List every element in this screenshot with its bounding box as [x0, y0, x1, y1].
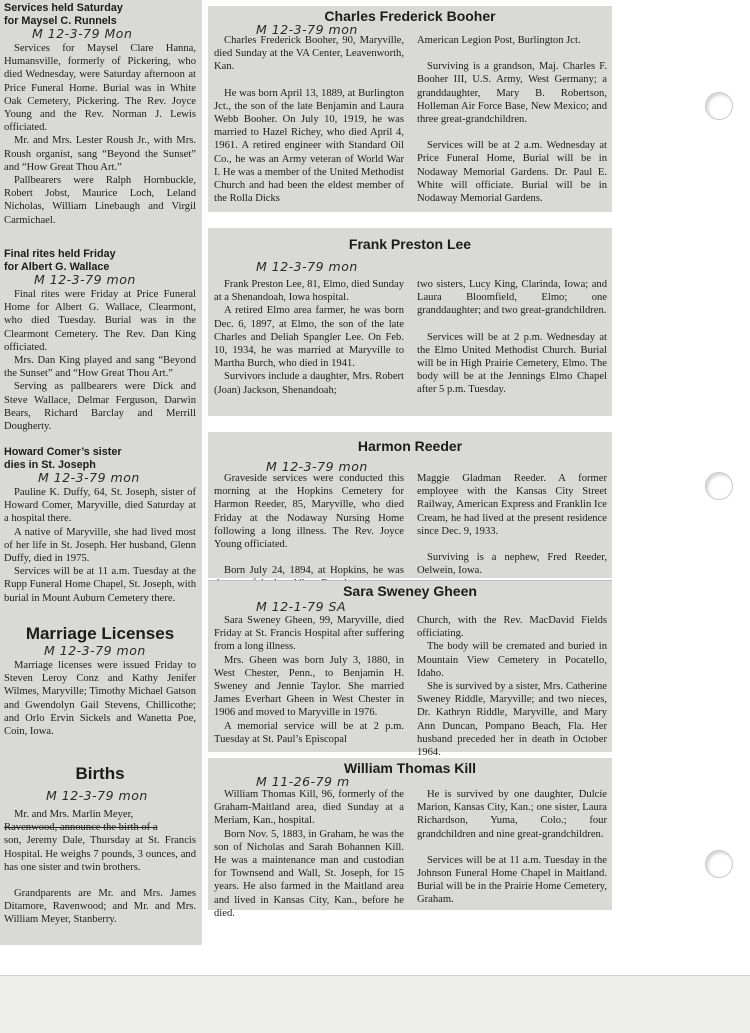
kill-headline: William Thomas Kill: [343, 760, 477, 776]
comer-headline-2: dies in St. Joseph: [4, 459, 96, 471]
gheen-col1-para-2: Mrs. Gheen was born July 3, 1880, in West Chester, Penn., to Benjamin H. Sweney and Jennie Taylor. She married James Everhart Gheen in West Chester in 1906 and moved to Maryville in 1976.: [214, 654, 404, 719]
comer-note: M 12-3-79 mon: [38, 470, 140, 485]
comer-para-3: Services will be at 11 a.m. Tuesday at the Rupp Funeral Home Chapel, St. Joseph, with burial in Mount Auburn Cemetery there.: [4, 566, 196, 604]
births-para-2: Grandparents are Mr. and Mrs. James Ditamore, Ravenwood; and Mr. and Mrs. William Meyer, Stanberry.: [4, 888, 196, 926]
lee-col2-para-1: two sisters, Lucy King, Clarinda, Iowa; and Laura Bloomfield, Elmo; one granddaughter; and two great-grandchildren.: [417, 279, 607, 317]
gheen-col2-para-2: The body will be cremated and buried in Mountain View Cemetery in Pocatello, Idaho.: [417, 641, 607, 679]
reeder-note: M 12-3-79 mon: [266, 459, 368, 474]
booher-col2-para-2: Surviving is a grandson, Maj. Charles F. Booher III, U.S. Army, West Germany; a granddaughter, Mary B. Robertson, Holleman Air Force Base, New Mexico; and three great-grandchildren.: [417, 61, 607, 126]
lee-col1-para-3: Survivors include a daughter, Mrs. Robert (Joan) Jackson, Shenandoah;: [214, 371, 404, 396]
scanner-margin: [0, 976, 750, 1033]
wallace-headline-1: Final rites held Friday: [4, 248, 116, 260]
wallace-para-2: Mrs. Dan King played and sang “Beyond the Sunset” and “How Great Thou Art.”: [4, 355, 196, 380]
lee-col1-para-2: A retired Elmo area farmer, he was born Dec. 6, 1897, at Elmo, the son of the late Charles and Deliah Spangler Lee. On Feb. 10, 1934, he was married at Maryville to Martha Burch, who died in 1941.: [214, 305, 404, 370]
marriage-headline: Marriage Licenses: [25, 624, 175, 643]
lee-headline: Frank Preston Lee: [348, 236, 472, 252]
comer-para-1: Pauline K. Duffy, 64, St. Joseph, sister of Howard Comer, Maryville, died Saturday at a hospital there.: [4, 487, 196, 525]
booher-col2-para-3: Services will be at 2 a.m. Wednesday at Price Funeral Home, Burial will be in Nodaway Memorial Gardens. Dr. Paul E. White will officiate. Burial will be in Nodaway Memorial Gardens.: [417, 140, 607, 205]
gheen-clipping: [208, 580, 612, 759]
gheen-headline: Sara Sweney Gheen: [343, 583, 477, 599]
booher-clipping: [208, 6, 612, 212]
births-line-1: Mr. and Mrs. Marlin Meyer,: [14, 809, 134, 820]
reeder-clipping: [208, 432, 612, 578]
wallace-para-3: Serving as pallbearers were Dick and Steve Wallace, Delmar Ferguson, Darwin Bears, Richard Barclay and Merrill Dougherty.: [4, 381, 196, 433]
marriage-para-1: Marriage licenses were issued Friday to Steven Leroy Conz and Kathy Jenifer Wilmes, Maryville; Timothy Michael Gatson and Gwendolyn Gail Stevens, Chillicothe; and Orlo Ervin Sickels and Wanetta Poe, Coin, Iowa.: [4, 660, 196, 738]
booher-col1-para-1: Charles Frederick Booher, 90, Maryville, died Sunday at the VA Center, Leavenworth, Kan.: [214, 35, 404, 73]
births-headline: Births: [75, 764, 125, 783]
maysel-headline-2: for Maysel C. Runnels: [4, 15, 117, 27]
booher-headline: Charles Frederick Booher: [324, 8, 496, 24]
births-para-1-rest: son, Jeremy Dale, Thursday at St. Francis Hospital. He weighs 7 pounds, 3 ounces, and has one sister and twin brothers.: [4, 835, 196, 873]
reeder-col1-para-2: Born July 24, 1894, at Hopkins, he was: [224, 565, 404, 577]
comer-para-2: A native of Maryville, she had lived most of her life in St. Joseph. Her husband, Glenn Duffy, died in 1975.: [4, 526, 196, 565]
booher-col1-para-2: He was born April 13, 1889, at Burlington Jct., the son of the late Benjamin and Laura Webb Booher. On July 10, 1919, he was married to Hazel Richey, who died April 4, 1961. A retired engineer with Standard Oil Co., he was an Army veteran of World War I. He was a member of the United Methodist Church and had been the eldest member of the Rolla Dicks: [214, 87, 404, 205]
kill-col1-para-1: William Thomas Kill, 96, formerly of the Graham-Maitland area, died Sunday at a Meriam, Kan., hospital.: [214, 789, 404, 827]
gheen-col1-para-3: A memorial service will be at 2 p.m. Tuesday at St. Paul’s Episcopal: [214, 720, 404, 745]
reeder-col2-para-2: Surviving is a nephew, Fred Reeder, Oelwein, Iowa.: [417, 552, 607, 577]
booher-col2-para-1: American Legion Post, Burlington Jct.: [417, 35, 581, 46]
reeder-headline: Harmon Reeder: [357, 438, 463, 454]
lee-col1-para-1: Frank Preston Lee, 81, Elmo, died Sunday at a Shenandoah, Iowa hospital.: [214, 279, 404, 304]
lee-col2-para-2: Services will be at 2 p.m. Wednesday at the Elmo United Methodist Church. Burial will be in High Prairie Cemetery, Elmo. The body will be at the Jennings Elmo Chapel after 5 p.m. Tuesday.: [417, 331, 607, 396]
gheen-col2-para-3: She is survived by a sister, Mrs. Catherine Sweney Riddle, Maryville; and two nieces, Dr. Kathryn Riddle, Maryville, and Mary Ann Duncan, Pompano Beach, Fla. Her husband preceded her in death in October 1964.: [417, 681, 607, 759]
births-line-2-struck: Ravenwood, announce the birth of a: [4, 822, 158, 834]
kill-clipping: [208, 758, 612, 919]
marriage-note: M 12-3-79 mon: [44, 643, 146, 658]
wallace-headline-2: for Albert G. Wallace: [4, 261, 110, 273]
kill-col2-para-2: Services will be at 11 a.m. Tuesday in the Johnson Funeral Home Chapel in Maitland. Burial will be in the Prairie Home Cemetery, Graham.: [417, 854, 607, 906]
comer-headline-1: Howard Comer’s sister: [4, 446, 122, 458]
reeder-col1-para-1: Graveside services were conducted this morning at the Hopkins Cemetery for Harmon Reeder, 85, Maryville, who died Friday at the Nodaway Nursing Home following a long illness. The Rev. Joyce Young officiated.: [214, 473, 404, 551]
lee-clipping: [208, 228, 612, 416]
wallace-note: M 12-3-79 mon: [34, 272, 136, 287]
maysel-note: M 12-3-79 Mon: [32, 26, 133, 41]
maysel-para-3: Pallbearers were Ralph Hornbuckle, Robert Jobst, Maurice Loch, Leland Nicholas, William Linebaugh and Virgil Carmichael.: [4, 175, 196, 226]
reeder-col2-para-1: Maggie Gladman Reeder. A former employee with the Kansas City Street Railway, American Express and Franklin Ice Cream, he had lived at the present residence since Dec. 9, 1933.: [417, 473, 607, 537]
binder-hole-middle: [705, 472, 733, 500]
binder-hole-bottom: [705, 850, 733, 878]
kill-note: M 11-26-79 m: [256, 774, 350, 789]
maysel-headline-1: Services held Saturday: [4, 2, 123, 14]
gheen-col1-para-1: Sara Sweney Gheen, 99, Maryville, died Friday at St. Francis Hospital after suffering from a long illness.: [214, 615, 404, 653]
kill-col2-para-1: He is survived by one daughter, Dulcie Marion, Kansas City, Kan.; one sister, Laura Richardson, Yuma, Colo.; four grandchildren and nine great-grandchildren.: [417, 789, 607, 840]
maysel-para-1: Services for Maysel Clare Hanna, Humansville, formerly of Pickering, who died Wednesday, were Saturday afternoon at Price Funeral Home. Burial was in White Oak Cemetery, Pickering. The Rev. Joyce Young and the Rev. Norman J. Lewis officiated.: [4, 43, 196, 134]
binder-hole-top: [705, 92, 733, 120]
gheen-note: M 12-1-79 SA: [256, 599, 347, 614]
kill-col1-para-2: Born Nov. 5, 1883, in Graham, he was the son of Nicholas and Sarah Bohannen Kill. He was a maintenance man and custodian for Townsend and Wall, St. Joseph, for 15 years. He also farmed in the Maitland area and lived in Kansas City, Kan., before he died.: [214, 828, 404, 919]
lee-note: M 12-3-79 mon: [256, 259, 358, 274]
left-column-clipping: [0, 0, 202, 945]
maysel-para-2: Mr. and Mrs. Lester Roush Jr., with Mrs. Roush organist, sang “Beyond the Sunset” and “How Great Thou Art.”: [4, 135, 196, 173]
gheen-col2-para-1: Church, with the Rev. MacDavid Fields officiating.: [417, 615, 607, 640]
births-note: M 12-3-79 mon: [46, 788, 148, 803]
wallace-para-1: Final rites were Friday at Price Funeral Home for Albert G. Wallace, Clearmont, who died Tuesday. Burial was in the Clearmont Cemetery. The Rev. Dan King officiated.: [4, 289, 196, 353]
booher-note: M 12-3-79 mon: [256, 22, 358, 37]
